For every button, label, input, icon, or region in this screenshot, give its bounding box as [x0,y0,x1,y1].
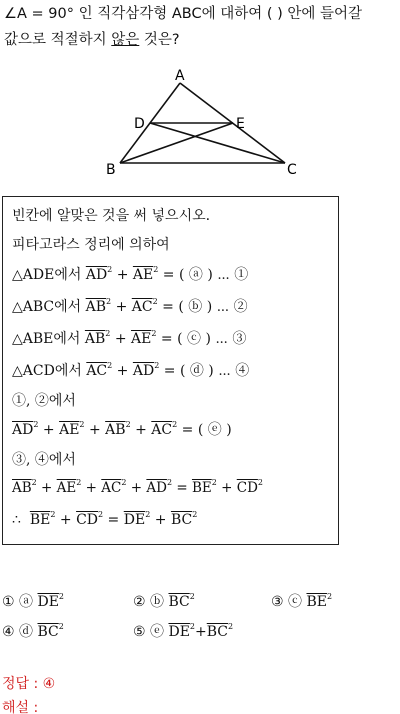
box-pythagoras: 피타고라스 정리에 의하여 [12,237,170,253]
option-4[interactable]: ④ ⓓ $\overline{BC}^2$ [2,622,64,640]
answer-label: 정답 : ④ [2,676,56,692]
label-b: B [106,162,116,178]
label-a: A [175,68,185,84]
question-text: 값으로 적절하지 [4,32,112,48]
box-intro: 빈칸에 알맞은 것을 써 넣으시오. [12,208,211,224]
row-abe: △ABE에서 $\overline{AB}^2 + \overline{AE}^2$ = ( ⓒ ) ⋯ ③ [12,329,247,347]
option-3[interactable]: ③ ⓒ $\overline{BE}^2$ [271,592,333,610]
conclusion: ∴ $\overline{BE}^2 + \overline{CD}^2 = \overline{DE}^2 + \overline{BC}^2$ [12,510,198,528]
option-2[interactable]: ② ⓑ $\overline{BC}^2$ [133,592,195,610]
sum-34-equation: $\overline{AB}^2 + \overline{AE}^2 + \overline{AC}^2 + \overline{AD}^2 = \overline{BE}^2 + \overline{CD}^2$ [12,478,263,496]
sum-12-equation: $\overline{AD}^2 + \overline{AE}^2 + \overline{AB}^2 + \overline{AC}^2$ = ( ⓔ ) [12,420,232,438]
question-line-1: ∠A = 90° 인 직각삼각형 ABC에 대하여 ( ) 안에 들어갈 [4,6,363,22]
proof-box [2,196,339,545]
underlined-word: 않은 [111,32,140,48]
option-1[interactable]: ① ⓐ $\overline{DE}^2$ [2,592,65,610]
label-d: D [134,116,145,132]
label-c: C [287,162,297,178]
sum-34-label: ③, ④에서 [12,452,76,468]
sum-12-label: ①, ②에서 [12,393,76,409]
question-text-end: 것은? [139,32,180,48]
triangle-figure [0,0,400,190]
row-acd: △ACD에서 $\overline{AC}^2 + \overline{AD}^2$ = ( ⓓ ) ⋯ ④ [12,361,250,379]
explanation-label: 해설 : [2,700,39,714]
row-abc: △ABC에서 $\overline{AB}^2 + \overline{AC}^2$ = ( ⓑ ) ⋯ ② [12,297,248,315]
label-e: E [236,116,245,132]
option-5[interactable]: ⑤ ⓔ $\overline{DE}^2+\overline{BC}^2$ [133,622,234,640]
row-ade: △ADE에서 $\overline{AD}^2 + \overline{AE}^2$ = ( ⓐ ) ⋯ ① [12,265,249,283]
